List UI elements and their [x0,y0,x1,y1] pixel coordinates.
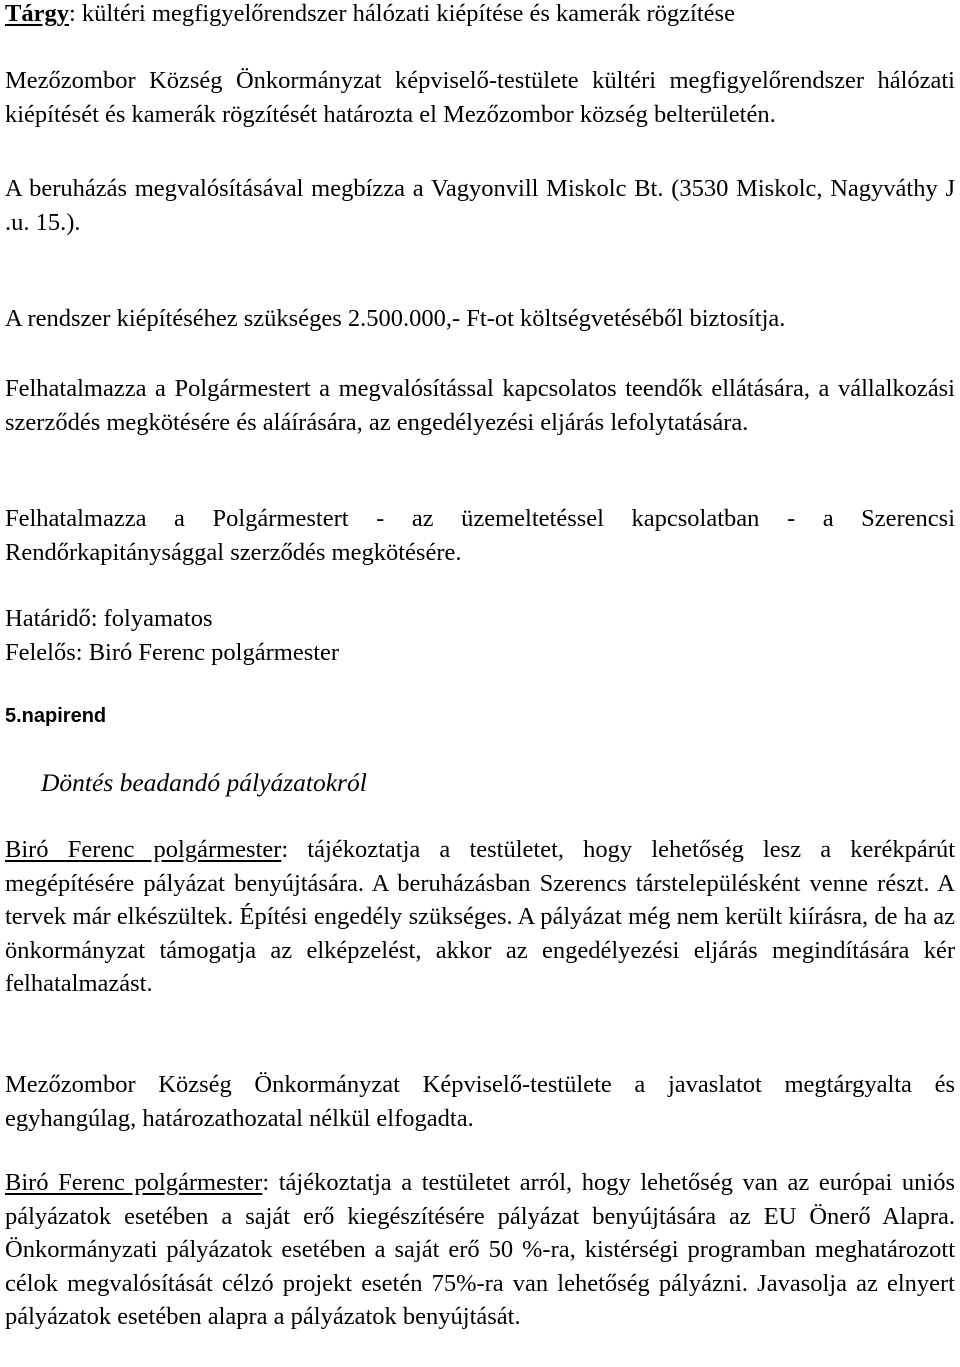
speaker-name: Biró Ferenc polgármester [5,836,282,863]
subject-text: : kültéri megfigyelőrendszer hálózati kiépítése és kamerák rögzítése [68,0,735,27]
paragraph-contractor: A beruházás megvalósításával megbízza a Vagyonvill Miskolc Bt. (3530 Miskolc, Nagyváthy J .u. 15.). [5,175,955,236]
agenda-title: Döntés beadandó pályázatokról [41,768,367,797]
deadline-line: Határidő: folyamatos [5,605,213,632]
decision-paragraph: Mezőzombor Község Önkormányzat Képviselő-testülete a javaslatot megtárgyalta és egyhangúlag, határozathozatal nélkül elfogadta. [5,1071,955,1132]
speech-mayor-cycle-path [5,833,955,1001]
speaker-name: Biró Ferenc polgármester [5,1169,263,1196]
subject-label: Tárgy [5,0,69,27]
agenda-number: 5.napirend [5,705,107,727]
subject-line [5,0,955,31]
paragraph-resolution-intro: Mezőzombor Község Önkormányzat képviselő-testülete kültéri megfigyelőrendszer hálózati kiépítését és kamerák rögzítését határozta el Mezőzombor község belterületén. [5,67,955,128]
paragraph-authorization-mayor: Felhatalmazza a Polgármestert a megvalósítással kapcsolatos teendők ellátására, a vállalkozási szerződés megkötésére és aláírására, az engedélyezési eljárás lefolytatására. [5,375,955,436]
speech-text: : tájékoztatja a testületet, hogy lehetőség lesz a kerékpárút megépítésére pályázat benyújtására. A beruházásban Szerencs társtelepülésként venne részt. A tervek már elkészültek. Építési engedély szükséges. A pályázat még nem került kiírásra, de ha az önkormányzat támogatja az elképzelést, akkor az engedélyezési eljárás megindítására kér felhatalmazást. [5,836,956,997]
speech-mayor-eu-fund [5,1166,955,1334]
paragraph-budget: A rendszer kiépítéséhez szükséges 2.500.000,- Ft-ot költségvetéséből biztosítja. [5,305,786,332]
speech-text: : tájékoztatja a testületet arról, hogy lehetőség van az európai uniós pályázatok esetében a saját erő kiegészítésére pályázat benyújtására az EU Önerő Alapra. Önkormányzati pályázatok esetében a saját erő 50 %-ra, kistérségi programban meghatározott célok megvalósítását célzó projekt esetén 75%-ra van lehetőség pályázni. Javasolja az elnyert pályázatok esetében alapra a pályázatok benyújtását. [5,1169,955,1330]
paragraph-authorization-police: Felhatalmazza a Polgármestert - az üzemeltetéssel kapcsolatban - a Szerencsi Rendőrkapitánysággal szerződés megkötésére. [5,505,955,566]
responsible-line: Felelős: Biró Ferenc polgármester [5,639,340,666]
